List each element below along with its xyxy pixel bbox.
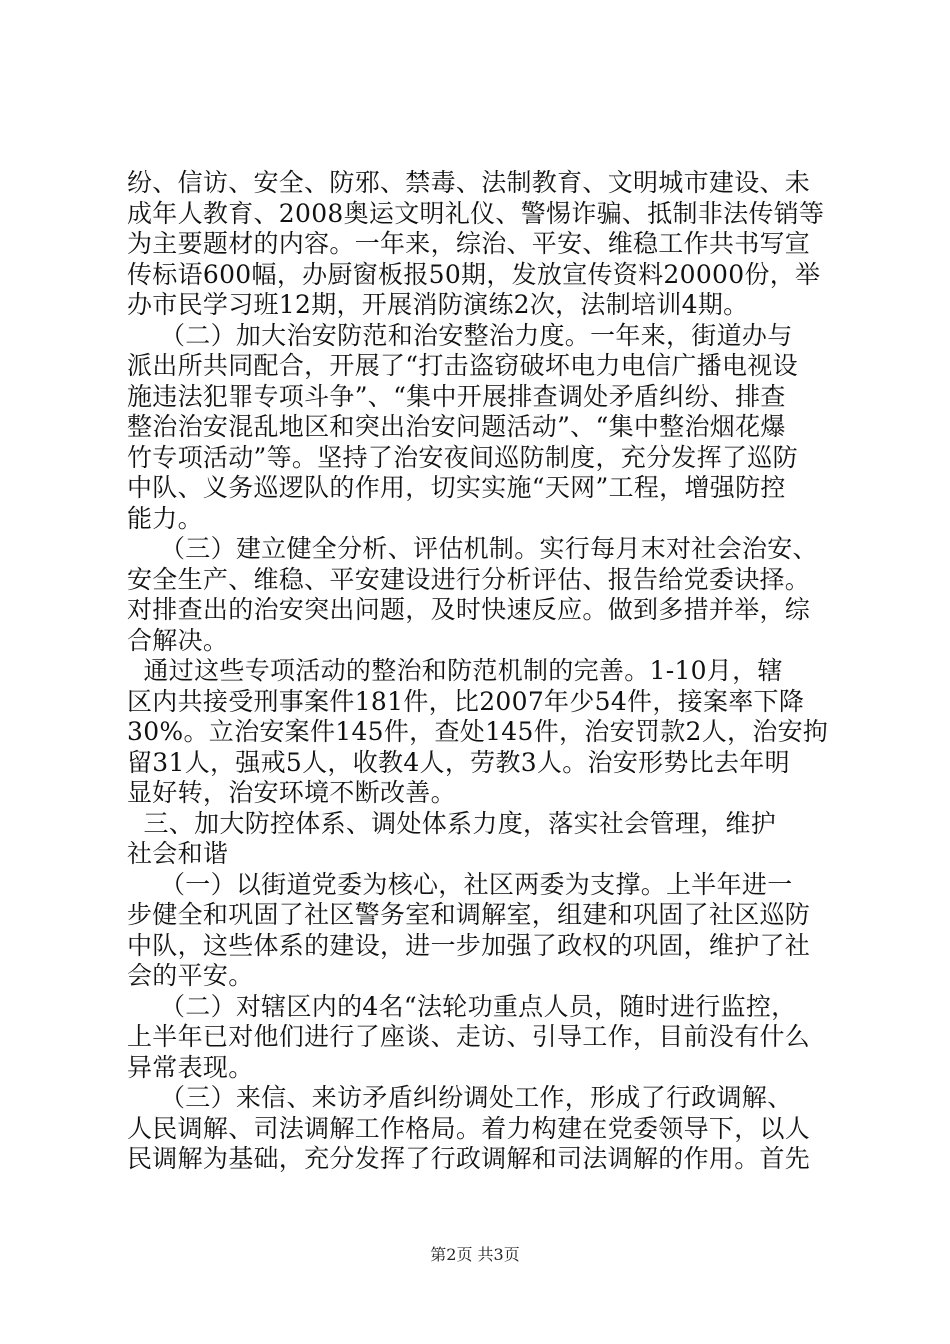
text-line: 中队、义务巡逻队的作用，切实实施“天网”工程，增强防控: [127, 473, 786, 502]
text-line: 异常表现。: [127, 1052, 254, 1082]
text-line: 安全生产、维稳、平安建设进行分析评估、报告给党委诀择。: [127, 564, 811, 594]
text-line: 施违法犯罪专项斗争”、“集中开展排查调处矛盾纠纷、排查: [127, 381, 786, 411]
text-line: 三、加大防控体系、调处体系力度，落实社会管理，维护: [127, 808, 776, 838]
text-line: 中队，这些体系的建设，进一步加强了政权的巩固，维护了社: [127, 930, 811, 960]
text-line: 上半年已对他们进行了座谈、走访、引导工作，目前没有什么: [127, 1022, 811, 1051]
text-line: 合解决。: [127, 625, 229, 655]
text-line: 派出所共同配合，开展了“打击盗窃破坏电力电信广播电视设: [127, 351, 798, 380]
text-line: 办市民学习班12期，开展消防演练2次，法制培训4期。: [127, 290, 749, 319]
text-line: 显好转，治安环境不断改善。: [127, 778, 456, 807]
text-line: （二）加大治安防范和治安整治力度。一年来，街道办与: [127, 320, 793, 350]
text-line: （三）来信、来访矛盾纠纷调处工作，形成了行政调解、: [127, 1083, 793, 1112]
text-line: （一）以街道党委为核心，社区两委为支撑。上半年进一: [127, 869, 793, 899]
text-line: 整治治安混乱地区和突出治安问题活动”、“集中整治烟花爆: [127, 412, 786, 441]
text-line: （二）对辖区内的4名“法轮功重点人员，随时进行监控，: [127, 991, 797, 1021]
document-body: [127, 168, 847, 1175]
text-line: 竹专项活动”等。坚持了治安夜间巡防制度，充分发挥了巡防: [127, 442, 798, 472]
text-line: 纷、信访、安全、防邪、禁毒、法制教育、文明城市建设、未: [127, 168, 811, 197]
text-line: 民调解为基础，充分发挥了行政调解和司法调解的作用。首先: [127, 1144, 811, 1173]
page-number-footer: 第2页 共3页: [430, 1245, 520, 1264]
text-line: 为主要题材的内容。一年来，综治、平安、维稳工作共书写宣: [127, 229, 811, 258]
text-line: 留31人，强戒5人，收教4人，劳教3人。治安形势比去年明: [127, 747, 790, 777]
text-line: 通过这些专项活动的整治和防范机制的完善。1-10月，辖: [127, 656, 783, 685]
text-line: 步健全和巩固了社区警务室和调解室，组建和巩固了社区巡防: [127, 900, 811, 929]
text-line: （三）建立健全分析、评估机制。实行每月末对社会治安、: [127, 534, 818, 563]
text-line: 区内共接受刑事案件181件，比2007年少54件，接案率下降: [127, 686, 805, 716]
text-line: 能力。: [127, 503, 203, 533]
text-line: 30%。立治安案件145件，查处145件，治安罚款2人，治安拘: [127, 717, 829, 746]
text-line: 对排查出的治安突出问题，及时快速反应。做到多措并举，综: [127, 595, 811, 624]
text-line: 人民调解、司法调解工作格局。着力构建在党委领导下，以人: [127, 1113, 811, 1143]
text-line: 成年人教育、2008奥运文明礼仪、警惕诈骗、抵制非法传销等: [127, 198, 825, 228]
text-line: 传标语600幅，办厨窗板报50期，发放宣传资料20000份，举: [127, 259, 821, 289]
text-line: 会的平安。: [127, 961, 254, 990]
text-line: 社会和谐: [127, 839, 229, 868]
